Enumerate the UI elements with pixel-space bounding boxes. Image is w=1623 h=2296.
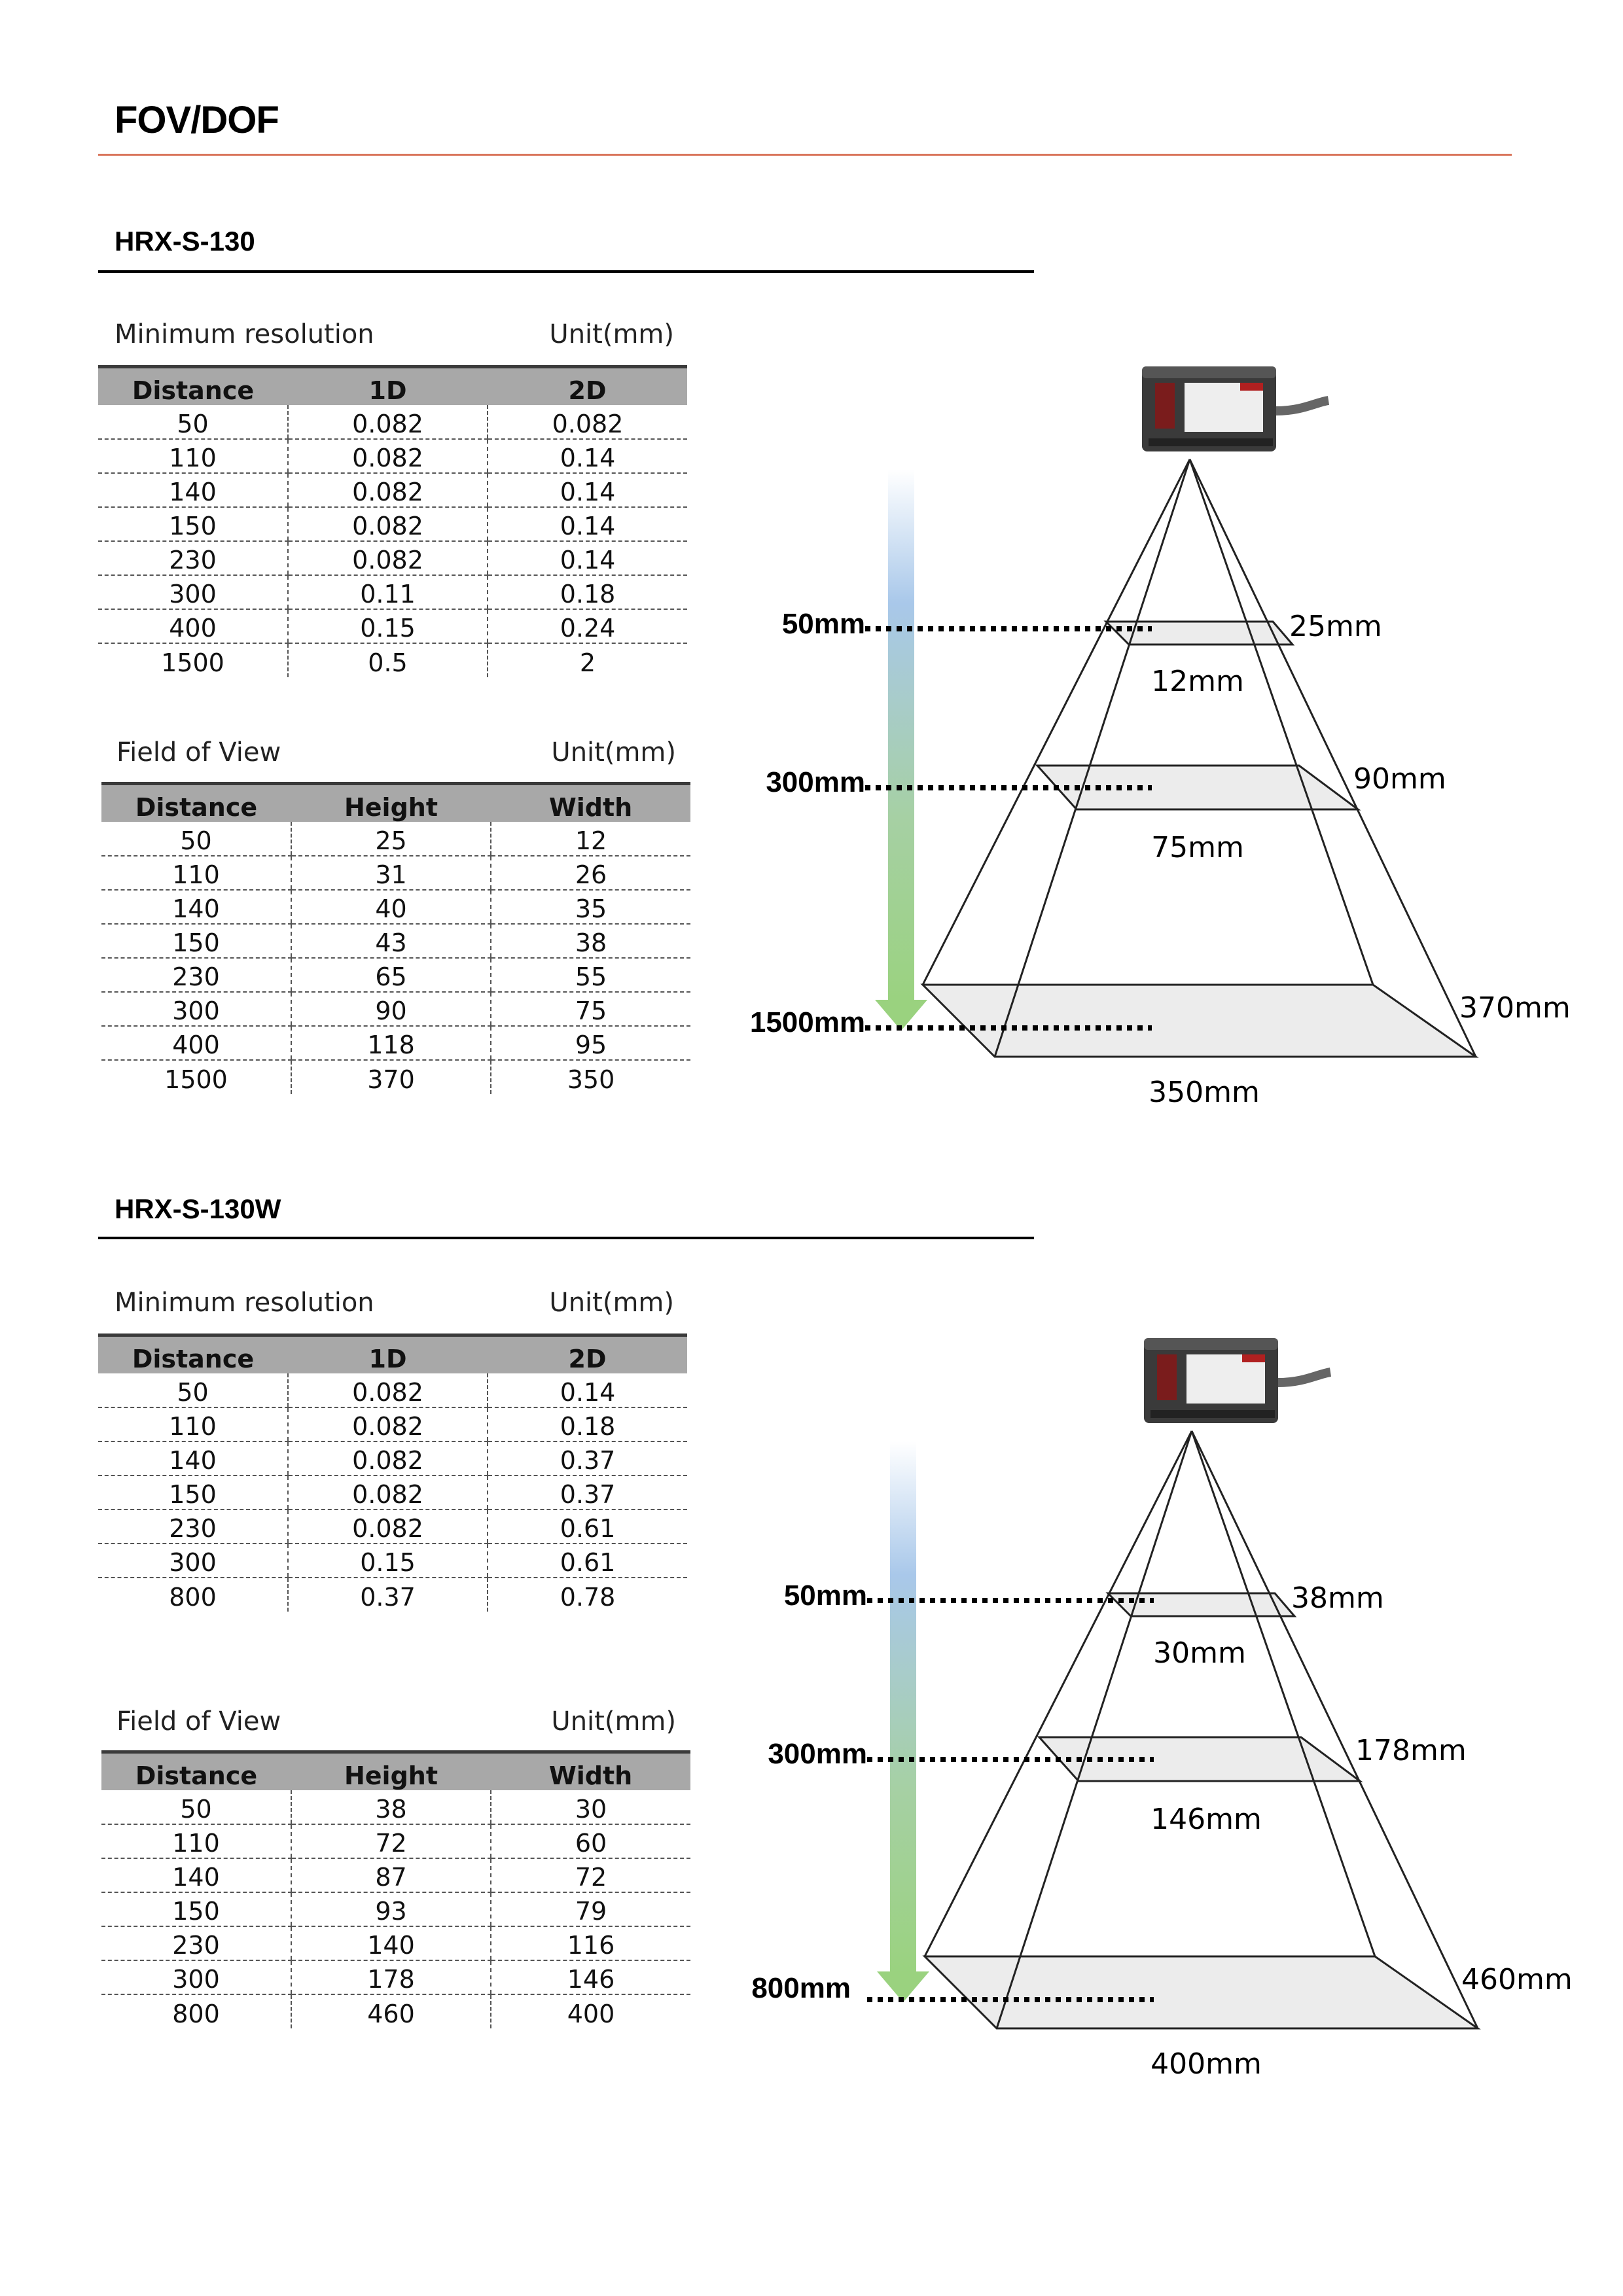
table-cell: 118 bbox=[291, 1026, 491, 1060]
table-cell: 87 bbox=[291, 1858, 491, 1892]
table-cell: 0.082 bbox=[288, 439, 488, 473]
table-cell: 50 bbox=[101, 822, 291, 856]
fov-width-label: 12mm bbox=[1151, 665, 1244, 698]
model-title: HRX-S-130W bbox=[115, 1193, 281, 1224]
table-cell: 95 bbox=[491, 1026, 690, 1060]
column-header: Distance bbox=[98, 367, 288, 405]
table-cell: 0.082 bbox=[288, 541, 488, 575]
fov-height-label: 370mm bbox=[1459, 991, 1571, 1025]
column-header: Distance bbox=[101, 784, 291, 822]
table-cell: 140 bbox=[291, 1926, 491, 1960]
fov-pyramid bbox=[923, 459, 1476, 1057]
fov-height-label: 25mm bbox=[1289, 610, 1382, 643]
column-header: Width bbox=[491, 784, 690, 822]
fov-caption: Field of View bbox=[116, 737, 281, 768]
table-cell: 140 bbox=[101, 1858, 291, 1892]
table-cell: 800 bbox=[169, 1582, 217, 1612]
table-cell: 400 bbox=[98, 609, 288, 643]
table-cell: 25 bbox=[291, 822, 491, 856]
table-cell: 230 bbox=[98, 541, 288, 575]
table-cell: 460 bbox=[291, 1994, 491, 2028]
column-header: 2D bbox=[488, 367, 687, 405]
fov-width-label: 350mm bbox=[1149, 1076, 1260, 1109]
table-cell: 60 bbox=[491, 1824, 690, 1858]
resolution-caption: Minimum resolution bbox=[115, 319, 374, 349]
unit-label: Unit(mm) bbox=[549, 1288, 674, 1318]
table-cell: 0.18 bbox=[488, 575, 687, 609]
table-cell: 0.61 bbox=[488, 1510, 687, 1544]
resolution-caption: Minimum resolution bbox=[115, 1288, 374, 1318]
table-cell: 116 bbox=[491, 1926, 690, 1960]
table-cell: 230 bbox=[101, 958, 291, 992]
table-cell: 65 bbox=[291, 958, 491, 992]
table-cell: 140 bbox=[98, 473, 288, 507]
table-cell: 0.37 bbox=[488, 1441, 687, 1475]
column-header: 1D bbox=[288, 367, 488, 405]
fov-width-label: 400mm bbox=[1150, 2047, 1262, 2081]
table-cell: 2 bbox=[488, 643, 687, 677]
table-cell: 1500 bbox=[161, 648, 224, 677]
table-cell: 110 bbox=[101, 1824, 291, 1858]
table-cell: 50 bbox=[98, 405, 288, 439]
table-cell: 150 bbox=[98, 1475, 288, 1510]
table-cell: 72 bbox=[491, 1858, 690, 1892]
table-cell: 400 bbox=[491, 1994, 690, 2028]
unit-label: Unit(mm) bbox=[551, 1706, 676, 1737]
table-cell: 110 bbox=[98, 1407, 288, 1441]
table-cell: 150 bbox=[101, 1892, 291, 1926]
table-cell: 0.082 bbox=[488, 405, 687, 439]
distance-label: 800mm bbox=[751, 1972, 851, 2004]
table-cell: 110 bbox=[101, 856, 291, 890]
fov-caption: Field of View bbox=[116, 1706, 281, 1737]
table-cell: 0.14 bbox=[488, 473, 687, 507]
distance-label: 1500mm bbox=[749, 1006, 865, 1038]
table-cell: 0.082 bbox=[288, 1475, 488, 1510]
table-cell: 75 bbox=[491, 992, 690, 1026]
table-cell: 0.082 bbox=[288, 1407, 488, 1441]
fov-height-label: 460mm bbox=[1461, 1963, 1573, 1996]
table-cell: 150 bbox=[101, 924, 291, 958]
table-cell: 0.082 bbox=[288, 405, 488, 439]
column-header: Distance bbox=[98, 1335, 288, 1373]
table-cell: 0.082 bbox=[288, 507, 488, 541]
fov-height-label: 178mm bbox=[1355, 1734, 1467, 1767]
table-cell: 50 bbox=[98, 1373, 288, 1407]
table-cell: 0.082 bbox=[288, 1373, 488, 1407]
table-cell: 38 bbox=[291, 1790, 491, 1824]
table-cell: 140 bbox=[98, 1441, 288, 1475]
table-cell: 0.15 bbox=[288, 1544, 488, 1578]
column-header: Height bbox=[291, 784, 491, 822]
scanner-device-icon bbox=[1142, 366, 1329, 451]
table-cell: 38 bbox=[491, 924, 690, 958]
table-cell: 90 bbox=[291, 992, 491, 1026]
unit-label: Unit(mm) bbox=[551, 737, 676, 768]
distance-label: 300mm bbox=[768, 1738, 867, 1770]
table-cell: 0.082 bbox=[288, 1510, 488, 1544]
table-cell: 300 bbox=[98, 575, 288, 609]
table-cell: 0.37 bbox=[288, 1578, 488, 1612]
scanner-device-icon bbox=[1144, 1338, 1330, 1423]
table-cell: 0.14 bbox=[488, 1373, 687, 1407]
unit-label: Unit(mm) bbox=[549, 319, 674, 349]
fov-width-label: 146mm bbox=[1150, 1803, 1262, 1836]
fov-height-label: 38mm bbox=[1291, 1581, 1384, 1615]
distance-arrow bbox=[875, 470, 927, 1031]
table-cell: 230 bbox=[101, 1926, 291, 1960]
table-cell: 0.78 bbox=[488, 1578, 687, 1612]
model-title: HRX-S-130 bbox=[115, 226, 255, 256]
table-cell: 31 bbox=[291, 856, 491, 890]
distance-label: 50mm bbox=[781, 608, 865, 640]
table-cell: 0.082 bbox=[288, 1441, 488, 1475]
table-cell: 72 bbox=[291, 1824, 491, 1858]
distance-arrow bbox=[877, 1441, 929, 2002]
table-cell: 55 bbox=[491, 958, 690, 992]
table-cell: 0.37 bbox=[488, 1475, 687, 1510]
table-cell: 300 bbox=[101, 1960, 291, 1994]
fov-pyramid bbox=[925, 1431, 1478, 2028]
column-header: 2D bbox=[488, 1335, 687, 1373]
table-cell: 79 bbox=[491, 1892, 690, 1926]
table-cell: 0.11 bbox=[288, 575, 488, 609]
table-cell: 30 bbox=[491, 1790, 690, 1824]
table-cell: 350 bbox=[491, 1060, 690, 1094]
distance-label: 50mm bbox=[783, 1580, 867, 1612]
distance-label: 300mm bbox=[766, 766, 865, 798]
table-cell: 26 bbox=[491, 856, 690, 890]
column-header: Distance bbox=[101, 1752, 291, 1790]
table-cell: 0.5 bbox=[288, 643, 488, 677]
table-cell: 43 bbox=[291, 924, 491, 958]
table-cell: 50 bbox=[101, 1790, 291, 1824]
table-cell: 0.082 bbox=[288, 473, 488, 507]
table-cell: 300 bbox=[101, 992, 291, 1026]
table-cell: 230 bbox=[98, 1510, 288, 1544]
column-header: 1D bbox=[288, 1335, 488, 1373]
table-cell: 0.14 bbox=[488, 541, 687, 575]
table-cell: 146 bbox=[491, 1960, 690, 1994]
table-cell: 1500 bbox=[164, 1065, 228, 1094]
table-cell: 150 bbox=[98, 507, 288, 541]
table-cell: 800 bbox=[172, 1999, 220, 2028]
table-cell: 0.14 bbox=[488, 507, 687, 541]
table-cell: 178 bbox=[291, 1960, 491, 1994]
table-cell: 300 bbox=[98, 1544, 288, 1578]
table-cell: 110 bbox=[98, 439, 288, 473]
table-cell: 0.15 bbox=[288, 609, 488, 643]
table-cell: 0.18 bbox=[488, 1407, 687, 1441]
table-cell: 12 bbox=[491, 822, 690, 856]
table-cell: 93 bbox=[291, 1892, 491, 1926]
table-cell: 40 bbox=[291, 890, 491, 924]
table-cell: 0.61 bbox=[488, 1544, 687, 1578]
column-header: Height bbox=[291, 1752, 491, 1790]
fov-height-label: 90mm bbox=[1353, 762, 1446, 796]
fov-diagram-svg bbox=[0, 972, 1623, 2149]
column-header: Width bbox=[491, 1752, 690, 1790]
table-cell: 140 bbox=[101, 890, 291, 924]
page-title: FOV/DOF bbox=[115, 99, 279, 141]
table-cell: 35 bbox=[491, 890, 690, 924]
fov-width-label: 75mm bbox=[1151, 831, 1244, 864]
table-cell: 370 bbox=[291, 1060, 491, 1094]
table-cell: 400 bbox=[101, 1026, 291, 1060]
fov-width-label: 30mm bbox=[1153, 1636, 1246, 1670]
table-cell: 0.24 bbox=[488, 609, 687, 643]
table-cell: 0.14 bbox=[488, 439, 687, 473]
